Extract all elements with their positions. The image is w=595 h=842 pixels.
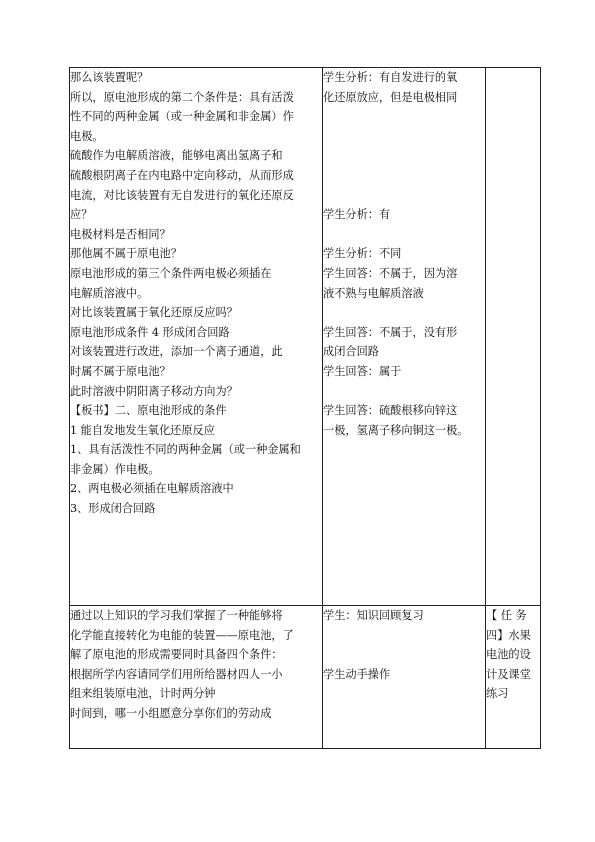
task-cell — [486, 606, 541, 749]
teacher-text-line: 3、形成闭合回路 — [70, 502, 156, 516]
task-text-line: 练习 — [486, 687, 509, 701]
teacher-text-line: 硫酸根阴离子在内电路中定向移动，从而形成 — [70, 168, 294, 182]
student-text-line: 学生回答：硫酸根移向锌这 — [323, 404, 458, 418]
teacher-text-line: 应？ — [70, 208, 93, 222]
student-activity-cell — [323, 68, 486, 606]
teacher-text-line: 【板书】二、原电池形成的条件 — [70, 404, 227, 418]
teacher-text-line: 化学能直接转化为电能的装置——原电池，了 — [70, 628, 294, 642]
teacher-text-line: 电极。 — [70, 129, 104, 143]
teacher-text-line: 时属不属于原电池？ — [70, 364, 171, 378]
teacher-text-line: 1 能自发地发生氧化还原反应 — [70, 423, 215, 437]
teacher-text-line: 原电池形成的第三个条件两电极必须插在 — [70, 266, 272, 280]
teacher-text-line: 组来组装原电池，计时两分钟 — [70, 687, 216, 701]
student-text-line: 一极，氢离子移向铜这一极。 — [323, 423, 469, 437]
teacher-text-line: 根据所学内容请同学们用所给器材四人一小 — [70, 667, 283, 681]
teacher-text-line: 对该装置进行改进，添加一个离子通道，此 — [70, 345, 283, 359]
student-text-line — [323, 645, 485, 665]
task-text-line: 计及课堂 — [486, 667, 531, 681]
teacher-text-line: 非金属）作电极。 — [70, 462, 160, 476]
student-text-line — [323, 225, 485, 245]
teacher-activity-cell — [70, 68, 323, 606]
student-text-line — [323, 107, 485, 127]
teacher-text-line: 2、两电极必须插在电解质溶液中 — [70, 482, 234, 496]
student-text-line: 学生：知识回顾复习 — [323, 609, 424, 622]
teacher-text-line: 解了原电池的形成需要同时具备四个条件： — [70, 648, 283, 662]
task-cell — [486, 68, 541, 606]
task-text-line: 【 任 务 — [486, 609, 527, 622]
teacher-text-line: 那么该装置呢？ — [70, 71, 149, 84]
teacher-text-line: 性不同的两种金属（或一种金属和非金属）作 — [70, 110, 294, 124]
student-text-line: 学生分析：有 — [323, 208, 391, 222]
student-text-line: 学生回答：不属于，因为溶 — [323, 266, 458, 280]
student-text-line — [323, 303, 485, 323]
student-text-line — [323, 146, 485, 166]
teacher-text-line: 那他属不属于原电池？ — [70, 247, 182, 261]
table-row — [70, 68, 541, 606]
student-text-line: 学生分析：有自发进行的氧 — [323, 71, 458, 84]
teacher-text-line: 对比该装置属于氧化还原反应吗？ — [70, 306, 238, 320]
student-text-line: 化还原放应，但是电极相同 — [323, 90, 458, 104]
task-text-line: 四】水果 — [486, 628, 531, 642]
student-text-line: 学生回答：属于 — [323, 364, 402, 378]
teacher-text-line: 1、具有活泼性不同的两种金属（或一种金属和 — [70, 443, 301, 457]
table-row — [70, 606, 541, 749]
teacher-text-line: 时间到，哪一小组愿意分享你们的劳动成 — [70, 706, 272, 720]
task-text-line: 电池的设 — [486, 648, 531, 662]
teacher-text-line: 通过以上知识的学习我们掌握了一种能够将 — [70, 609, 283, 622]
teacher-activity-cell — [70, 606, 323, 749]
student-text-line — [323, 626, 485, 646]
teacher-text-line: 电极材料是否相同？ — [70, 227, 171, 241]
teacher-text-line: 电流，对比该装置有无自发进行的氧化还原反 — [70, 188, 294, 202]
teacher-text-line: 所以，原电池形成的第二个条件是：具有活泼 — [70, 90, 294, 104]
student-text-line: 学生回答：不属于，没有形 — [323, 325, 458, 339]
student-text-line: 液不熟与电解质溶液 — [323, 286, 424, 300]
teacher-text-line: 硫酸作为电解质溶液，能够电离出氢离子和 — [70, 149, 283, 163]
student-text-line: 学生分析：不同 — [323, 247, 402, 261]
teacher-text-line: 电解质溶液中。 — [70, 286, 149, 300]
student-text-line — [323, 166, 485, 186]
student-text-line — [323, 186, 485, 206]
teacher-text-line: 此时溶液中阴阳离子移动方向为？ — [70, 384, 238, 398]
student-activity-cell — [323, 606, 486, 749]
lesson-plan-table — [69, 67, 541, 749]
student-text-line: 成闭合回路 — [323, 345, 379, 359]
teacher-text-line: 原电池形成条件 4 形成闭合回路 — [70, 325, 230, 339]
student-text-line: 学生动手操作 — [323, 667, 391, 681]
student-text-line — [323, 382, 485, 402]
student-text-line — [323, 127, 485, 147]
